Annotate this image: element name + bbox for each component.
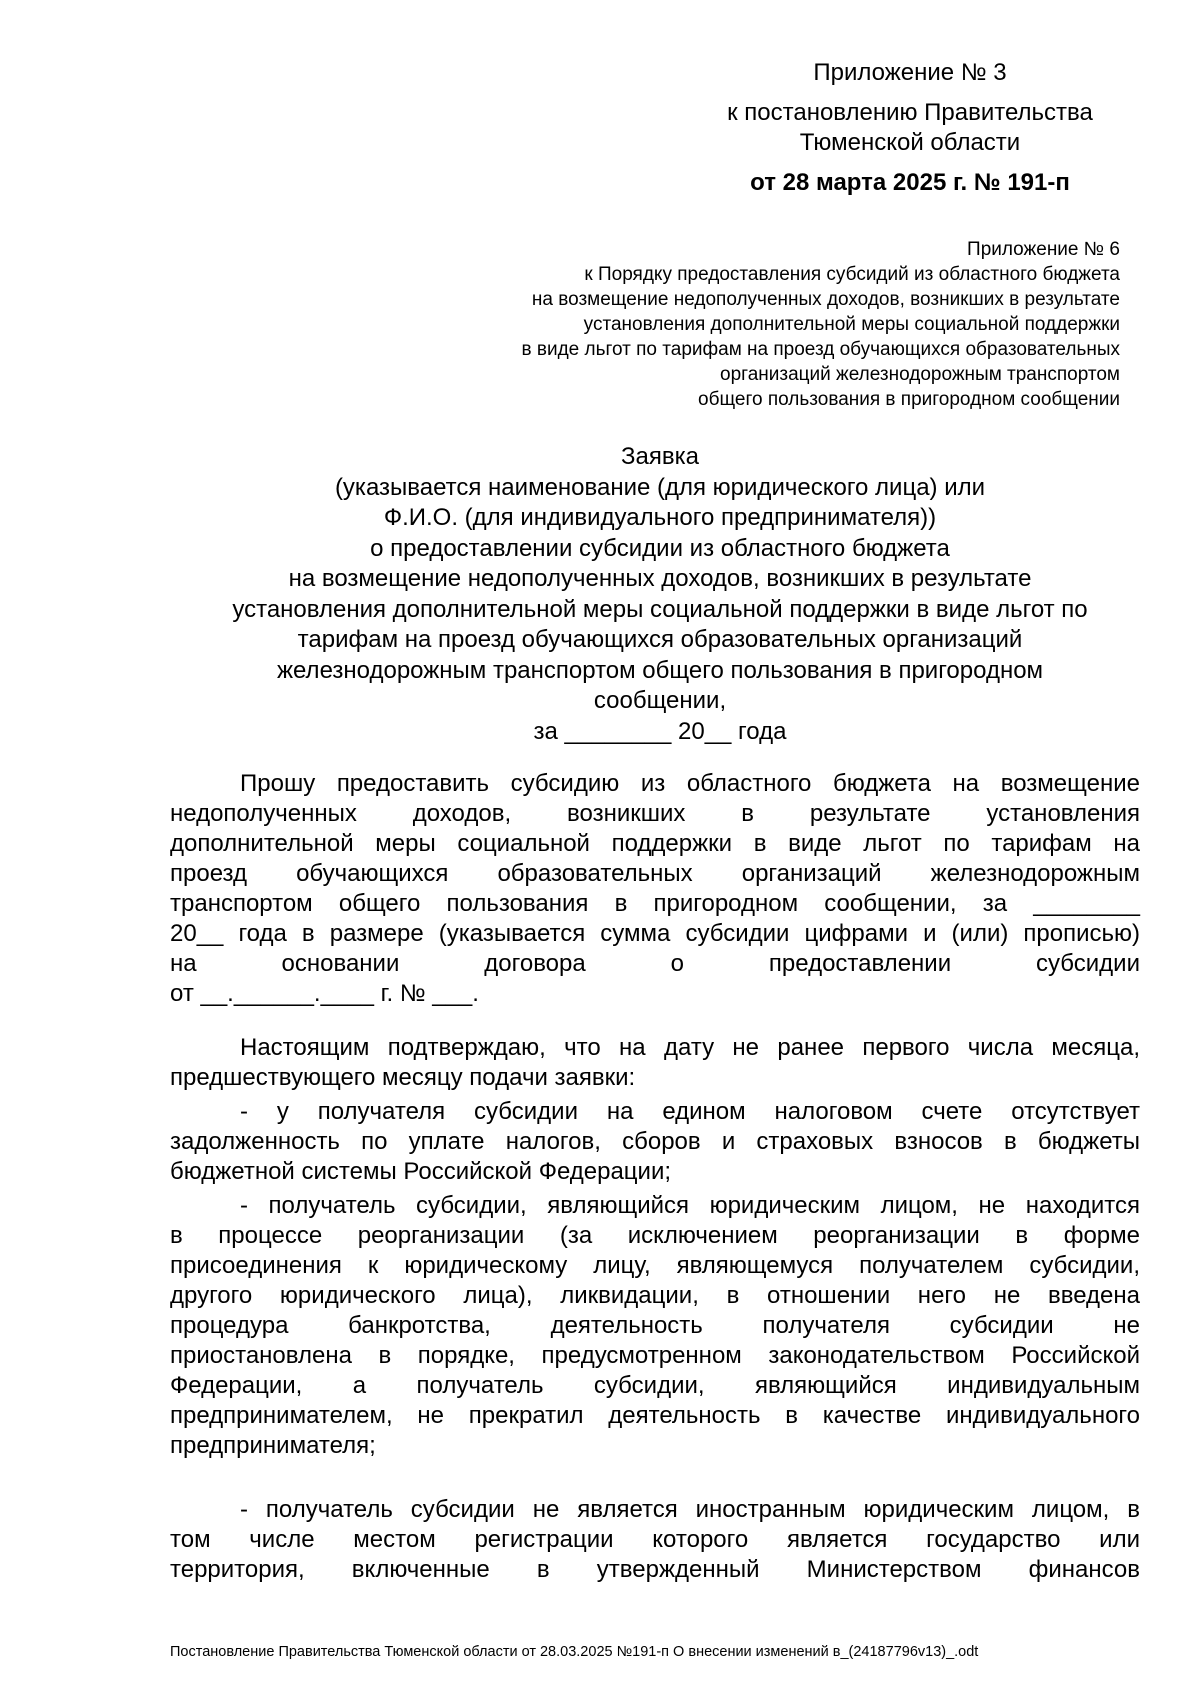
paragraph-line: проезд обучающихся образовательных организаций железнодорожным (170, 860, 1140, 887)
paragraph-request (170, 769, 1140, 1009)
title-line: сообщении, (593, 687, 727, 714)
annex2-line: к Порядку предоставления субсидий из областного бюджета (584, 264, 1120, 285)
paragraph-line: бюджетной системы Российской Федерации; (170, 1158, 672, 1185)
paragraph-confirmation (170, 1033, 1140, 1093)
paragraph-line: Настоящим подтверждаю, что на дату не ранее первого числа месяца, (240, 1034, 1140, 1061)
paragraph-line: предпринимателя; (170, 1432, 376, 1459)
paragraph-not-foreign-entity (170, 1495, 1140, 1585)
annex-6-reference (360, 237, 1120, 412)
title-line: Заявка (621, 443, 699, 470)
paragraph-line: Прошу предоставить субсидию из областного бюджета на возмещение (240, 770, 1140, 797)
date-number-text: от 28 марта 2025 г. № 191-п (750, 169, 1070, 196)
title-line: Ф.И.О. (для индивидуального предпринимателя)) (383, 504, 937, 531)
paragraph-line: приостановлена в порядке, предусмотренном законодательством Российской (170, 1342, 1140, 1369)
footer-filename: Постановление Правительства Тюменской области от 28.03.2025 №191-п О внесении изменений в_(24187796v13)_.odt (170, 1644, 979, 1660)
paragraph-line: другого юридического лица), ликвидации, в отношении него не введена (170, 1282, 1140, 1309)
title-line: установления дополнительной меры социальной поддержки в виде льгот по (232, 595, 1088, 623)
paragraph-line: Федерации, а получатель субсидии, являющийся индивидуальным (170, 1372, 1140, 1399)
annex2-line: Приложение № 6 (967, 239, 1120, 260)
paragraph-line: процедура банкротства, деятельность получателя субсидии не (170, 1312, 1140, 1339)
title-line: тарифам на проезд обучающихся образовательных организаций (297, 626, 1023, 653)
paragraph-line: 20__ года в размере (указывается сумма субсидии цифрами и (или) прописью) (170, 920, 1140, 947)
paragraph-line: территория, включенные в утвержденный Министерством финансов (170, 1556, 1140, 1583)
paragraph-line: - получатель субсидии не является иностранным юридическим лицом, в (240, 1496, 1140, 1523)
annex-title (690, 58, 1130, 88)
page-footer (170, 1643, 978, 1661)
paragraph-line: присоединения к юридическому лицу, являющемуся получателем субсидии, (170, 1252, 1140, 1279)
title-line: (указывается наименование (для юридического лица) или (334, 473, 986, 501)
paragraph-line: дополнительной меры социальной поддержки в виде льгот по тарифам на (170, 830, 1140, 857)
annex2-line: установления дополнительной меры социальной поддержки (583, 314, 1120, 335)
title-line: железнодорожным транспортом общего пользования в пригородном (276, 656, 1044, 684)
paragraph-line: транспортом общего пользования в пригородном сообщении, за ________ (170, 890, 1140, 917)
paragraph-line: - у получателя субсидии на едином налоговом счете отсутствует (240, 1098, 1140, 1125)
paragraph-line: недополученных доходов, возникших в результате установления (170, 800, 1140, 827)
paragraph-line: - получатель субсидии, являющийся юридическим лицом, не находится (240, 1192, 1140, 1219)
region-line: Тюменской области (799, 129, 1021, 156)
resolution-reference (690, 98, 1130, 158)
paragraph-line: на основании договора о предоставлении субсидии (170, 950, 1140, 977)
application-title (170, 442, 1150, 747)
annex2-line: организаций железнодорожным транспортом (720, 364, 1120, 385)
paragraph-line: предшествующего месяцу подачи заявки: (170, 1064, 636, 1091)
paragraph-no-tax-debt (170, 1097, 1140, 1187)
annex2-line: общего пользования в пригородном сообщении (698, 389, 1120, 410)
paragraph-line: том числе местом регистрации которого является государство или (170, 1526, 1140, 1553)
annex2-line: в виде льгот по тарифам на проезд обучающихся образовательных (521, 339, 1120, 360)
title-period-line: за ________ 20__ года (533, 717, 787, 745)
title-line: на возмещение недополученных доходов, возникших в результате (288, 565, 1032, 592)
paragraph-line: в процессе реорганизации (за исключением реорганизации в форме (170, 1222, 1140, 1249)
paragraph-line: от __.______.____ г. № ___. (170, 980, 479, 1007)
resolution-date-number (690, 168, 1130, 198)
resolution-line: к постановлению Правительства (727, 99, 1093, 126)
paragraph-line: задолженность по уплате налогов, сборов и страховых взносов в бюджеты (170, 1128, 1140, 1155)
paragraph-line: предпринимателем, не прекратил деятельность в качестве индивидуального (170, 1402, 1140, 1429)
paragraph-no-reorganization (170, 1191, 1140, 1461)
title-line: о предоставлении субсидии из областного бюджета (370, 534, 950, 562)
annex2-line: на возмещение недополученных доходов, возникших в результате (531, 289, 1120, 310)
annex-title-text: Приложение № 3 (813, 59, 1007, 86)
